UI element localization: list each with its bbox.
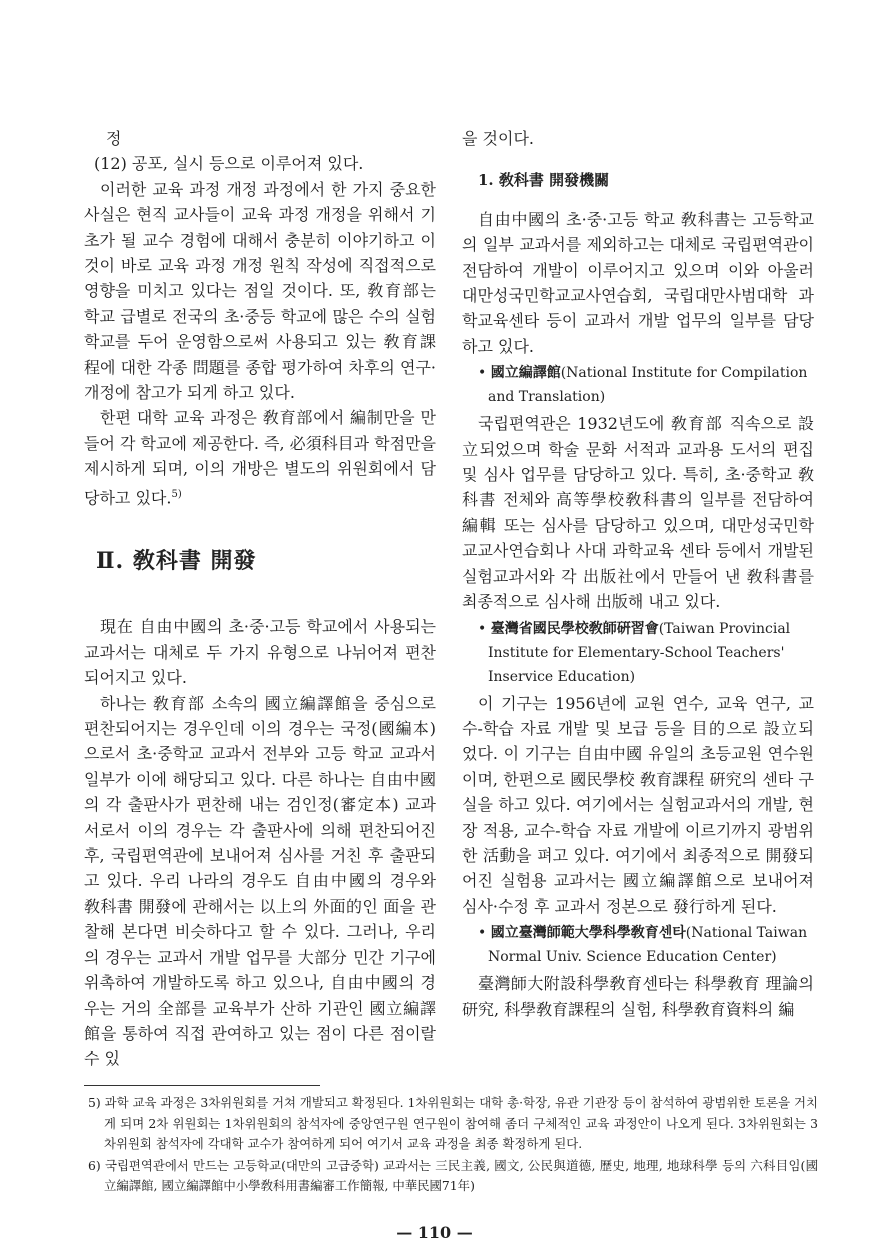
page-number: — 110 — (396, 1223, 473, 1242)
footnote-6: 6) 국립편역관에서 만드는 고등학교(대만의 고급중학) 교과서는 三民主義, 國文, 公民與道德, 歷史, 地理, 地球科學 등의 六科目임(國立編譯館, 國立編譯館中小學敎科用書編審工作簡報, 中華民國71年) (88, 1157, 818, 1193)
org-entry-tpiet: • 臺灣省國民學校敎師硏習會(Taiwan Provincial Institute for Elementary-School Teachers' Inservice Education) (478, 620, 791, 685)
paragraph-fragment: 정 (106, 129, 122, 148)
paragraph-textbook-types: 現在 自由中國의 초·중·고등 학교에서 사용되는 교과서는 대체로 두 가지 유형으로 나뉘어져 편찬되어지고 있다. (84, 617, 436, 688)
paragraph-university-curriculum (84, 405, 436, 510)
paragraph-development-agencies: 自由中國의 초·중·고등 학교 敎科書는 고등학교의 일부 교과서를 제외하고는 대체로 국립편역관이 전담하여 개발이 이루어지고 있으며 이와 아울러 대만성국민학교교사연습회, 국립대만사범대학 과학교육센타 등이 교과서 개발 업무의 일부를 담당하고 있다. (462, 209, 814, 356)
paragraph-continuation: 을 것이다. (462, 129, 534, 148)
org-name: 國立編譯館 (490, 365, 561, 382)
footnote-divider (84, 1085, 320, 1086)
left-column (84, 126, 436, 1072)
footnote-ref-5: 5) (171, 488, 182, 500)
section-heading: Ⅱ. 敎科書 開發 (96, 548, 257, 575)
org-english-name: (National Institute for Compilation and Translation) (488, 365, 808, 406)
right-column (462, 126, 814, 1022)
org-english-name: (National Taiwan Normal Univ. Science Education Center) (488, 925, 808, 966)
paragraph-text: 한편 대학 교육 과정은 敎育部에서 編制만을 만들어 각 학교에 제공한다. 즉, 必須科目과 학점만을 제시하게 되며, 이의 개방은 별도의 위원회에서 담당하고 있다. (84, 408, 436, 508)
footnote-5: 5) 과학 교육 과정은 3차위원회를 거쳐 개발되고 확정된다. 1차위원회는 대학 총·학장, 유관 기관장 등이 참석하여 광범위한 토론을 거치게 되며 2차 위원회는 1차위원회의 참석자에 중앙연구원 연구원이 참여해 좀더 구체적인 교육 과정안이 나오게 된다. 3차위원회는 3차위원회 참석자에 각대학 교수가 참여하게 되어 여기서 교육 과정을 최종 확정하게 된다. (88, 1095, 818, 1151)
paragraph-curriculum-revision: 이러한 교육 과정 개정 과정에서 한 가지 중요한 사실은 현직 교사들이 교육 과정 개정을 위해서 기초가 될 교수 경험에 대해서 충분히 이야기하고 이것이 바로 교육 과정 개정 원칙 작성에 직접적으로 영향을 미치고 있다는 점일 것이다. 또, 敎育部는 학교 급별로 전국의 초·중등 학교에 많은 수의 실험 학교를 두어 운영함으로써 사용되고 있는 敎育課程에 대한 각종 問題를 종합 평가하여 차후의 연구·개정에 참고가 되게 하고 있다. (84, 179, 436, 403)
org-entry-nict: • 國立編譯館(National Institute for Compilation and Translation) (478, 365, 808, 406)
paragraph-national-institute: 하나는 敎育部 소속의 國立編譯館을 중심으로 편찬되어지는 경우인데 이의 경우는 국정(國編本)으로서 초·중학교 교과서 전부와 고등 학교 교과서 일부가 이에 해당되고 있다. 다른 하나는 自由中國의 각 출판사가 편찬해 내는 검인정(審定本) 교과서로서 이의 경우는 각 출판사에 의해 편찬되어진 후, 국립편역관에 보내어져 심사를 거친 후 출판되고 있다. 우리 나라의 경우도 自由中國의 경우와 敎科書 開發에 관해서는 以上의 外面的인 面을 관찰해 본다면 비슷하다고 할 수 있다. 그러나, 우리의 경우는 교과서 개발 업무를 大部分 민간 기구에 위촉하여 개발하도록 하고 있으나, 自由中國의 경우는 거의 全部를 교육부가 산하 기관인 國立編譯館을 통하여 직접 관여하고 있는 점이 다른 점이랄 수 있 (84, 693, 436, 1069)
org-entry-ntnu-sec: • 國立臺灣師範大學科學敎育센타(National Taiwan Normal Univ. Science Education Center) (478, 925, 808, 966)
org-name: 國立臺灣師範大學科學敎育센타 (490, 925, 686, 942)
org-name: 臺灣省國民學校敎師硏習會 (490, 620, 659, 637)
footnotes (88, 1093, 818, 1198)
paragraph-item-12: (12) 공포, 실시 등으로 이루어져 있다. (94, 154, 364, 174)
paragraph-tpiet: 이 기구는 1956년에 교원 연수, 교육 연구, 교수-학습 자료 개발 및 보급 등을 目的으로 設立되었다. 이 기구는 自由中國 유일의 초등교원 연수원이며, 한편으로 國民學校 敎育課程 硏究의 센타 구실을 하고 있다. 여기에서는 실험교과서의 개발, 현장 적용, 교수-학습 자료 개발에 이르기까지 광범위한 活動을 펴고 있다. 여기에서 최종적으로 開發되어진 실험용 교과서는 國立編譯館으로 보내어져 심사·수정 후 교과서 정본으로 發行하게 된다. (462, 693, 814, 916)
paragraph-ntnu-sec: 臺灣師大附設科學敎育센타는 科學敎育 理論의 研究, 科學敎育課程의 실험, 科學敎育資料의 編 (462, 974, 814, 1019)
paragraph-nict: 국립편역관은 1932년도에 敎育部 직속으로 設立되었으며 학술 문화 서적과 교과용 도서의 편집 및 심사 업무를 담당하고 있다. 특히, 초·중학교 敎科書 전체와 高等學校敎科書의 일부를 전담하여 編輯 또는 심사를 담당하고 있으며, 대만성국민학교교사연습회나 사대 과학교육 센타 등에서 개발된 실험교과서와 각 出版社에서 만들어 낸 敎科書를 최종적으로 심사해 出版해 내고 있다. (462, 414, 814, 612)
sub-heading: 1. 敎科書 開發機關 (478, 171, 610, 190)
org-english-name: (Taiwan Provincial Institute for Elementary-School Teachers' Inservice Education) (488, 620, 791, 685)
